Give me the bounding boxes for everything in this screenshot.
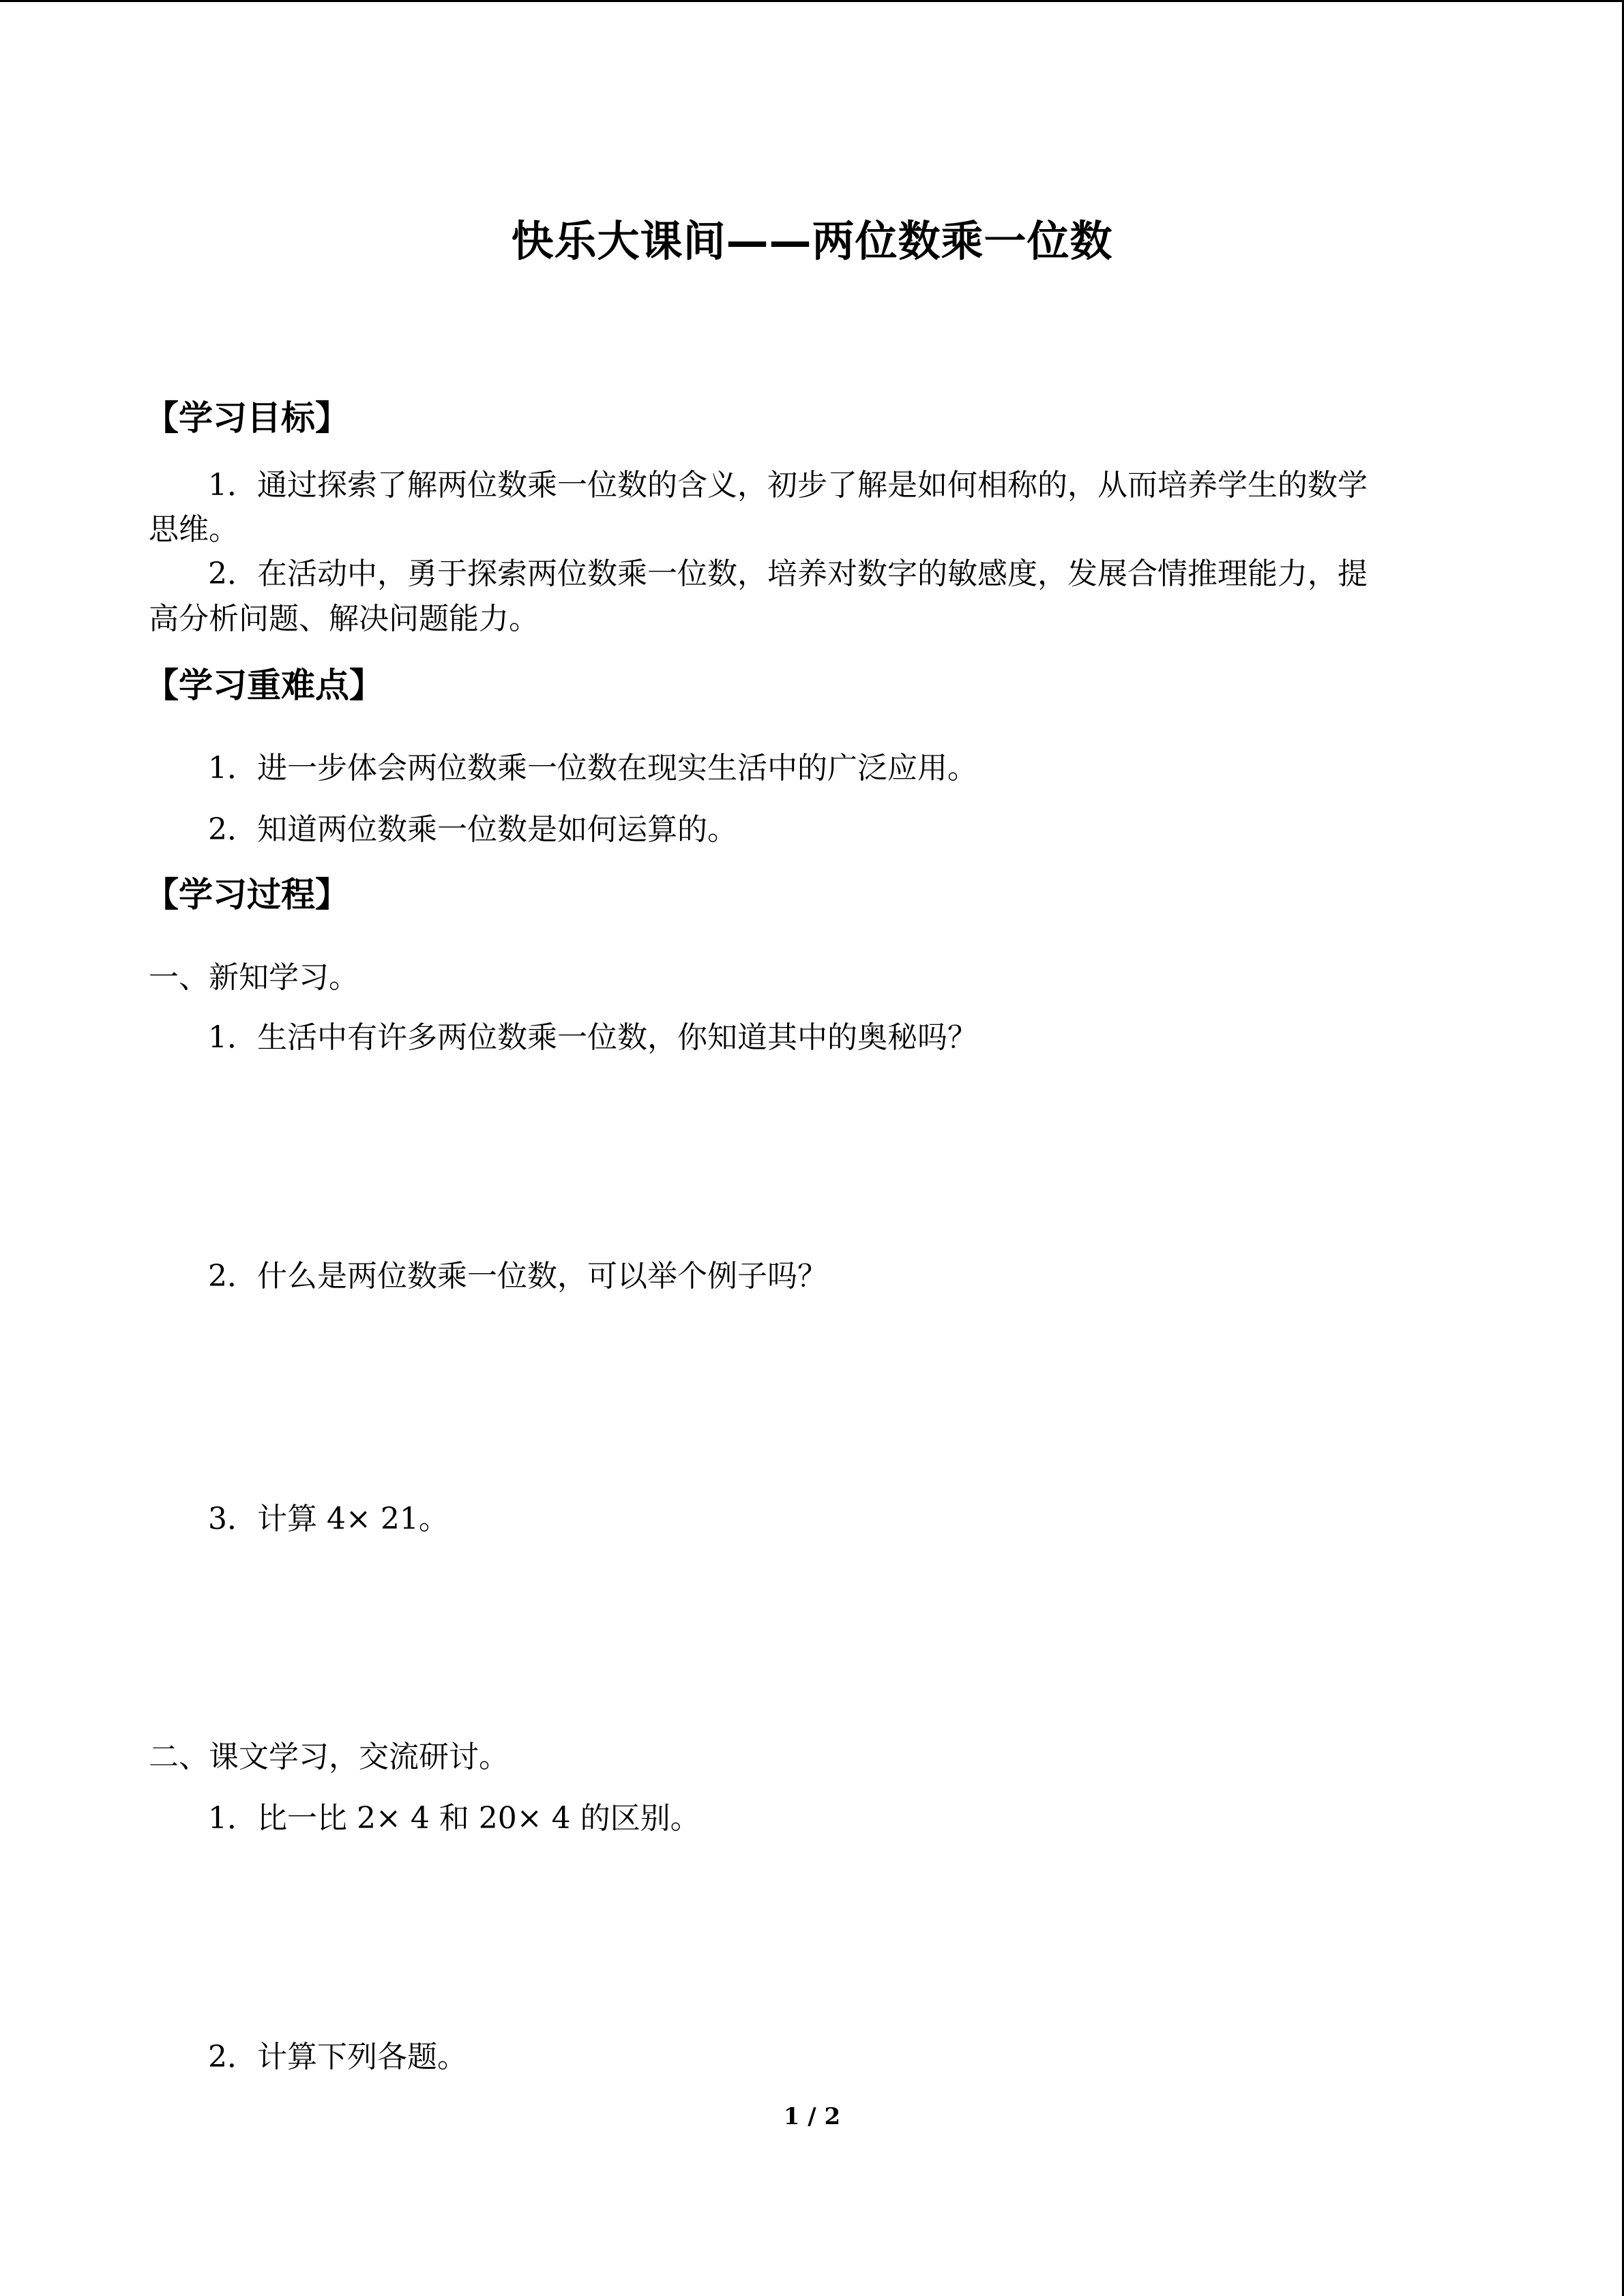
objective-2-line-1: 2．在活动中，勇于探索两位数乘一位数，培养对数字的敏感度，发展合情推理能力，提 bbox=[208, 556, 1368, 591]
page-number: 1 / 2 bbox=[783, 2103, 841, 2130]
objective-1-line-1: 1．通过探索了解两位数乘一位数的含义，初步了解是如何相称的，从而培养学生的数学 bbox=[208, 468, 1368, 503]
part-1-question-2: 2．什么是两位数乘一位数，可以举个例子吗？ bbox=[208, 1259, 827, 1294]
heading-key-difficult-points: 【学习重难点】 bbox=[145, 666, 383, 705]
heading-learning-objectives: 【学习目标】 bbox=[145, 398, 349, 438]
part-1-question-3: 3．计算 4× 21。 bbox=[208, 1502, 449, 1536]
part-2-label: 二、课文学习，交流研讨。 bbox=[149, 1740, 509, 1774]
objective-1-line-2: 思维。 bbox=[149, 512, 239, 547]
key-point-2: 2．知道两位数乘一位数是如何运算的。 bbox=[208, 812, 737, 847]
part-1-question-1: 1．生活中有许多两位数乘一位数，你知道其中的奥秘吗？ bbox=[208, 1020, 977, 1055]
heading-learning-process: 【学习过程】 bbox=[145, 875, 349, 914]
objective-2-line-2: 高分析问题、解决问题能力。 bbox=[149, 601, 539, 636]
page-border-top bbox=[0, 0, 1624, 2]
part-2-question-2: 2．计算下列各题。 bbox=[208, 2040, 467, 2074]
part-1-label: 一、新知学习。 bbox=[149, 960, 359, 995]
part-2-question-1: 1．比一比 2× 4 和 20× 4 的区别。 bbox=[208, 1801, 700, 1836]
key-point-1: 1．进一步体会两位数乘一位数在现实生活中的广泛应用。 bbox=[208, 751, 977, 786]
document-title: 快乐大课间——两位数乘一位数 bbox=[511, 216, 1113, 266]
